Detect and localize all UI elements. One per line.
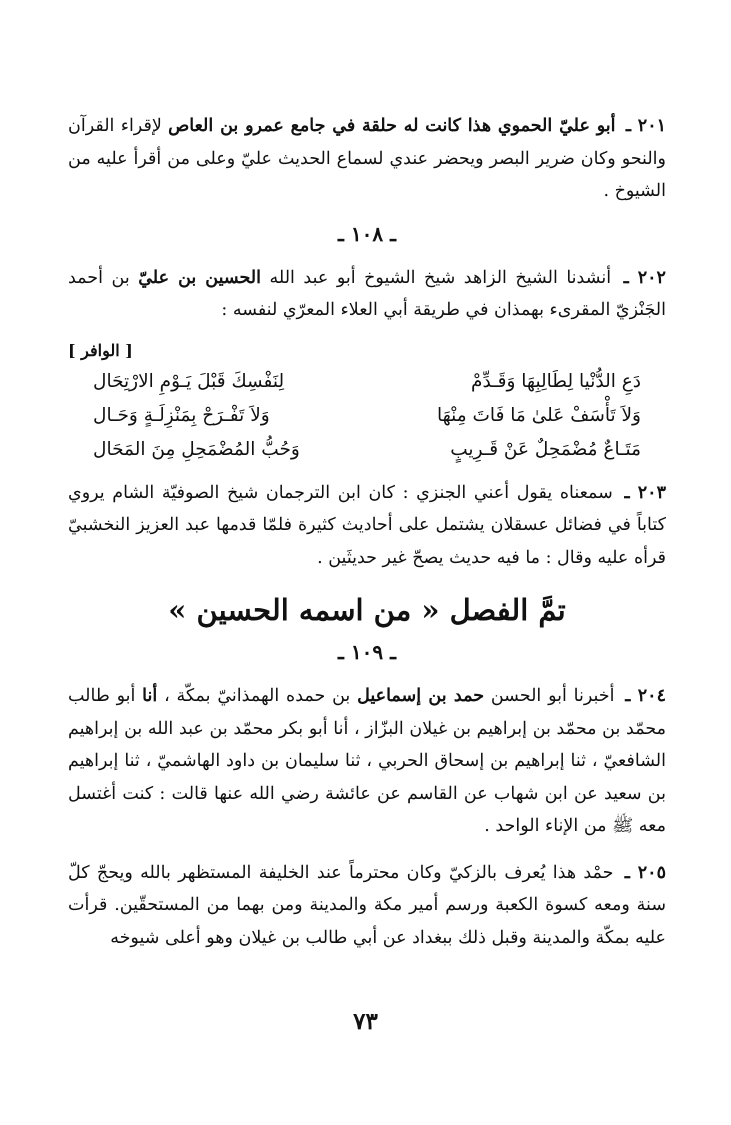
entry-text: حمْد هذا يُعرف بالزكيّ وكان محترماً عند الخليفة المستظهر بالله ويحجّ كلّ سنة ومعه كسوة الكعبة ورسم أمير مكة والمدينة ومن بهما من المستحقّين. قرأت عليه بمكّة والمدينة وقبل ذلك ببغداد عن أبي طالب بن غيلان وهو أعلى شيوخه: [68, 862, 666, 948]
page-number: ٧٣: [353, 1008, 378, 1035]
hemistich-second: لِنَفْسِكَ قَبْلَ يَـوْمِ الارْتِحَال: [93, 370, 285, 392]
section-number: ـ ١٠٩ ـ: [338, 640, 396, 664]
page-body: [68, 110, 666, 968]
poem-verse: [87, 399, 647, 433]
entry-number: ٢٠٢ ـ: [623, 267, 666, 288]
entry-204: [68, 680, 666, 843]
poem-verse: [87, 433, 647, 467]
entry-text: لإقراء القرآن والنحو وكان ضرير البصر ويحضر عندي لسماع الحديث عليّ وعلى من أقرأ عليه من الشيوخ .: [68, 116, 666, 201]
entry-text: أبو طالب محمّد بن محمّد بن إبراهيم بن غيلان البزّاز ، أنا أبو بكر محمّد بن عبد الله بن إبراهيم الشافعيّ ، ثنا إبراهيم بن إسحاق الحربي ، ثنا سليمان بن داود الهاشميّ ، ثنا إبراهيم بن سعيد عن ابن شهاب عن القاسم عن عائشة رضي الله عنها قالت : كنت أغتسل معه ﷺ من الإناء الواحد .: [68, 686, 666, 836]
entry-number: ٢٠١ ـ: [625, 116, 666, 136]
hemistich-first: دَعِ الدُّنْيا لِطَالِبِهَا وَقَـدِّمْ: [471, 370, 641, 392]
hemistich-second: وَحُبُّ المُضْمَحِلِ مِنَ المَحَال: [93, 438, 300, 460]
person-name: الحسين بن عليّ: [138, 267, 262, 288]
chapter-end-title: تمَّ الفصل « من اسمه الحسين »: [168, 593, 566, 627]
entry-heading: أبو عليّ الحموي هذا كانت له حلقة في جامع عمرو بن العاص: [168, 116, 616, 136]
hemistich-second: وَلاَ تَفْـرَحْ بِمَنْزِلَـةٍ وَحَـال: [93, 404, 270, 426]
entry-text: أخبرنا أبو الحسن: [490, 686, 615, 706]
entry-205: [68, 857, 666, 955]
person-name: حمد بن إسماعيل: [357, 686, 485, 706]
entry-number: ٢٠٤ ـ: [625, 686, 666, 706]
section-number: ـ ١٠٨ ـ: [338, 221, 396, 246]
hemistich-first: مَتَـاعٌ مُضْمَحِلٌ عَنْ قَـرِيبٍ: [450, 438, 641, 460]
poem-verse: [87, 365, 647, 399]
entry-text: سمعناه يقول أعني الجنزي : كان ابن الترجمان شيخ الصوفيّة الشام يروي كتاباً في فضائل عسقلان يشتمل على أحاديث كثيرة فلمّا قدمها عبد العزيز النخشبيّ قرأه عليه وقال : ما فيه حديث يصحّ غير حديثَين .: [68, 482, 666, 568]
poem: [87, 365, 647, 467]
hemistich-first: وَلاَ تَأْسَفْ عَلىٰ مَا فَاتَ مِنْهَا: [436, 404, 641, 426]
entry-text: بن حمده الهمذانيّ بمكّة ،: [164, 686, 351, 706]
entry-201: [68, 110, 666, 208]
entry-number: ٢٠٣ ـ: [624, 482, 666, 503]
entry-number: ٢٠٥ ـ: [624, 862, 666, 883]
narration-term: أنا: [142, 686, 158, 706]
entry-203: [68, 477, 666, 575]
entry-text: بن أحمد الجَنْزيّ المقرىء بهمذان في طريقة أبي العلاء المعرّي لنفسه :: [68, 267, 666, 320]
entry-202: [68, 262, 666, 327]
entry-text: أنشدنا الشيخ الزاهد شيخ الشيوخ أبو عبد الله: [269, 267, 612, 288]
poem-meter: [ الوافر ]: [68, 340, 133, 360]
